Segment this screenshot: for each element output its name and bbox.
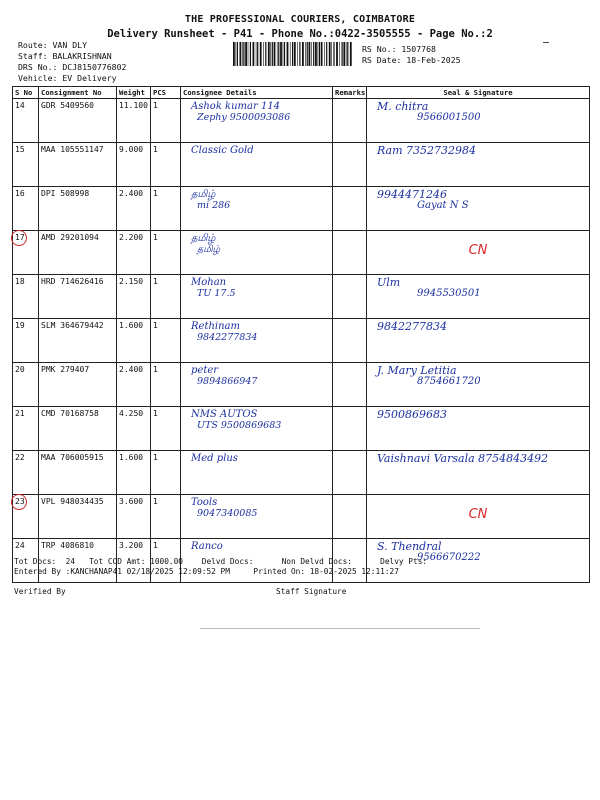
row-consignee-details <box>181 451 333 495</box>
row-sno <box>13 495 39 539</box>
barcode-bar <box>263 42 264 66</box>
table-row <box>13 407 590 451</box>
barcode-bar <box>309 42 311 66</box>
barcode-bar <box>257 42 258 66</box>
barcode-bar <box>253 42 255 66</box>
row-sno <box>13 187 39 231</box>
row-seal-signature <box>367 319 590 363</box>
row-sno <box>13 143 39 187</box>
barcode-bar <box>321 42 323 66</box>
red-circle-mark <box>11 494 27 510</box>
signature-handwriting: Vaishnavi Varsala 8754843492 <box>377 452 549 465</box>
signature-handwriting: 9566001500 <box>417 112 481 123</box>
row-consignee-details <box>181 495 333 539</box>
row-sno <box>13 407 39 451</box>
row-wt: 2.400 <box>117 363 151 407</box>
barcode-bar <box>240 42 242 66</box>
row-pcs: 1 <box>151 99 181 143</box>
sno-value: 16 <box>15 189 25 198</box>
table-row <box>13 275 590 319</box>
barcode-bar <box>277 42 278 66</box>
consignee-handwriting: Ashok kumar 114 <box>191 101 281 112</box>
row-cons: DPI 508998 <box>39 187 117 231</box>
barcode-bar <box>294 42 296 66</box>
row-pcs: 1 <box>151 275 181 319</box>
signature-handwriting: J. Mary Letitia <box>377 364 457 377</box>
barcode-bar <box>270 42 271 66</box>
sno-value: 19 <box>15 321 25 330</box>
consignee-handwriting: peter <box>191 365 219 376</box>
barcode-bar <box>315 42 317 66</box>
row-seal-signature <box>367 143 590 187</box>
col-seal: Seal & Signature <box>367 87 590 99</box>
table-header-row <box>13 87 590 99</box>
red-circle-mark <box>11 230 27 246</box>
row-seal-signature <box>367 407 590 451</box>
consignee-handwriting: தமிழ் <box>191 233 216 244</box>
row-pcs: 1 <box>151 363 181 407</box>
barcode-bar <box>237 42 238 66</box>
row-consignee-details <box>181 407 333 451</box>
sno-value: 18 <box>15 277 25 286</box>
sno-value: 24 <box>15 541 25 550</box>
route-field: Route: VAN DLY <box>18 40 88 50</box>
row-pcs: 1 <box>151 539 181 583</box>
col-pcs: PCS <box>151 87 181 99</box>
row-cons: CMD 70168758 <box>39 407 117 451</box>
barcode-bar <box>307 42 308 66</box>
totals-line: Tot Docs: 24 Tot COD Amt: 1000.00 Delvd Docs: Non Delvd Docs: Delvy Pts: <box>14 557 428 566</box>
sno-value: 17 <box>15 233 25 242</box>
signature-handwriting: 9945530501 <box>417 288 481 299</box>
table-row <box>13 319 590 363</box>
vehicle-field: Vehicle: EV Delivery <box>18 73 117 83</box>
signature-handwriting: 9500869683 <box>377 408 447 421</box>
row-wt: 2.200 <box>117 231 151 275</box>
row-consignee-details <box>181 231 333 275</box>
barcode-bar <box>248 42 249 66</box>
row-pcs: 1 <box>151 143 181 187</box>
consignee-handwriting: Zephy 9500093086 <box>197 112 291 123</box>
consignee-handwriting: Rethinam <box>191 321 240 332</box>
col-weight: Weight <box>117 87 151 99</box>
barcode-bar <box>305 42 306 66</box>
row-wt: 11.100 <box>117 99 151 143</box>
row-wt: 2.150 <box>117 275 151 319</box>
signature-handwriting: S. Thendral <box>377 540 442 553</box>
barcode-bar <box>243 42 244 66</box>
barcode-bar <box>280 42 282 66</box>
signature-handwriting: 8754661720 <box>417 376 481 387</box>
row-cons: HRD 714626416 <box>39 275 117 319</box>
barcode-bar <box>274 42 276 66</box>
barcode-bar <box>331 42 332 66</box>
row-consignee-details <box>181 99 333 143</box>
row-pcs: 1 <box>151 231 181 275</box>
barcode-bar <box>333 42 334 66</box>
sno-value: 15 <box>15 145 25 154</box>
barcode-bar <box>268 42 270 66</box>
barcode-bar <box>326 42 327 66</box>
row-seal-signature <box>367 99 590 143</box>
barcode-bar <box>302 42 304 66</box>
consignee-handwriting: தமிழ் <box>197 244 221 255</box>
row-cons: AMD 29201094 <box>39 231 117 275</box>
table-row <box>13 363 590 407</box>
barcode-bar <box>346 42 347 66</box>
barcode-bar <box>350 42 352 66</box>
row-cons: SLM 364679442 <box>39 319 117 363</box>
row-sno <box>13 319 39 363</box>
signature-handwriting: Ulm <box>377 276 401 289</box>
barcode-bar <box>256 42 257 66</box>
barcode-bar <box>260 42 262 66</box>
row-seal-signature <box>367 495 590 539</box>
staff-field: Staff: BALAKRISHNAN <box>18 51 112 61</box>
row-sno <box>13 275 39 319</box>
row-pcs: 1 <box>151 451 181 495</box>
col-consignment: Consignment No <box>39 87 117 99</box>
signature-handwriting: 9842277834 <box>377 320 447 333</box>
row-seal-signature <box>367 363 590 407</box>
row-wt: 2.400 <box>117 187 151 231</box>
row-wt: 1.600 <box>117 319 151 363</box>
row-consignee-details <box>181 319 333 363</box>
row-sno <box>13 363 39 407</box>
faint-rule <box>200 628 480 629</box>
runsheet-subtitle: Delivery Runsheet - P41 - Phone No.:0422-3505555 - Page No.:2 <box>107 28 493 40</box>
consignee-handwriting: Ranco <box>191 541 223 552</box>
barcode-bar <box>283 42 284 66</box>
verified-by-label: Verified By <box>14 587 66 596</box>
barcode-bar <box>236 42 237 66</box>
barcode-bar <box>319 42 320 66</box>
entered-by-line: Entered By :KANCHANAP41 02/18/2025 12:09:52 PM Printed On: 18-02-2025 12:11:27 <box>14 567 399 576</box>
signature-handwriting: 9944471246 <box>377 188 447 201</box>
barcode-bar <box>265 42 266 66</box>
barcode-bar <box>318 42 319 66</box>
barcode-bar <box>313 42 314 66</box>
row-sno <box>13 99 39 143</box>
table-row <box>13 495 590 539</box>
barcode-bar <box>278 42 279 66</box>
table-row <box>13 451 590 495</box>
row-sno <box>13 451 39 495</box>
consignee-handwriting: Mohan <box>191 277 227 288</box>
rs-date: RS Date: 18-Feb-2025 <box>362 55 461 65</box>
consignee-handwriting: 9842277834 <box>197 332 258 343</box>
signature-handwriting: 9566670222 <box>417 552 481 563</box>
consignee-handwriting: Classic Gold <box>191 145 254 156</box>
barcode-bar <box>245 42 247 66</box>
row-wt: 3.600 <box>117 495 151 539</box>
barcode-bar <box>233 42 235 66</box>
barcode-bar <box>299 42 300 66</box>
sno-value: 20 <box>15 365 25 374</box>
row-pcs: 1 <box>151 495 181 539</box>
barcode-bar <box>342 42 343 66</box>
consignee-handwriting: TU 17.5 <box>197 288 236 299</box>
row-seal-signature <box>367 187 590 231</box>
row-pcs: 1 <box>151 407 181 451</box>
row-cons: VPL 948034435 <box>39 495 117 539</box>
row-pcs: 1 <box>151 187 181 231</box>
barcode-bar <box>250 42 251 66</box>
row-seal-signature <box>367 275 590 319</box>
cn-red-mark: CN <box>468 507 488 522</box>
row-consignee-details <box>181 187 333 231</box>
row-cons: GDR 5409560 <box>39 99 117 143</box>
row-cons: MAA 706005915 <box>39 451 117 495</box>
row-wt: 9.000 <box>117 143 151 187</box>
row-wt: 4.250 <box>117 407 151 451</box>
barcode-bar <box>272 42 273 66</box>
barcode-bar <box>339 42 340 66</box>
table-row <box>13 143 590 187</box>
sno-value: 14 <box>15 101 25 110</box>
consignee-handwriting: UTS 9500869683 <box>197 420 282 431</box>
sno-value: 23 <box>15 497 25 506</box>
signature-handwriting: Ram 7352732984 <box>377 144 477 157</box>
row-consignee-details <box>181 363 333 407</box>
col-sno: S No <box>13 87 39 99</box>
sno-value: 22 <box>15 453 25 462</box>
row-cons: TRP 4086810 <box>39 539 117 583</box>
barcode-bar <box>343 42 345 66</box>
barcode-bar <box>347 42 348 66</box>
barcode-bar <box>290 42 291 66</box>
barcode-bar <box>336 42 338 66</box>
drs-field: DRS No.: DCJ8150776802 <box>18 62 127 72</box>
row-seal-signature <box>367 451 590 495</box>
barcode-image <box>232 41 352 67</box>
barcode-bar <box>329 42 331 66</box>
consignee-handwriting: 9047340085 <box>197 508 258 519</box>
consignee-handwriting: NMS AUTOS <box>191 409 258 420</box>
consignee-handwriting: mi 286 <box>197 200 231 211</box>
row-consignee-details <box>181 275 333 319</box>
row-cons: MAA 105551147 <box>39 143 117 187</box>
col-consignee: Consignee Details <box>181 87 333 99</box>
sno-value: 21 <box>15 409 25 418</box>
staff-signature-label: Staff Signature <box>276 587 347 596</box>
signature-handwriting: Gayat N S <box>417 200 469 211</box>
barcode-bar <box>287 42 289 66</box>
row-cons: PMK 279407 <box>39 363 117 407</box>
row-wt: 1.600 <box>117 451 151 495</box>
barcode-bar <box>297 42 298 66</box>
barcode-bar <box>292 42 293 66</box>
signature-handwriting: M. chitra <box>377 100 429 113</box>
runsheet-table <box>12 86 590 583</box>
row-seal-signature <box>367 231 590 275</box>
row-sno <box>13 231 39 275</box>
rs-number: RS No.: 1507768 <box>362 44 436 54</box>
barcode-bar <box>324 42 325 66</box>
col-remarks: Remarks <box>333 87 367 99</box>
row-pcs: 1 <box>151 319 181 363</box>
consignee-handwriting: Med plus <box>191 453 238 464</box>
dash-mark <box>543 42 549 43</box>
table-row <box>13 231 590 275</box>
consignee-handwriting: தமிழ் <box>191 189 216 200</box>
consignee-handwriting: Tools <box>191 497 218 508</box>
barcode-bar <box>311 42 312 66</box>
table-row <box>13 187 590 231</box>
barcode-bar <box>284 42 285 66</box>
barcode-bar <box>242 42 243 66</box>
row-consignee-details <box>181 143 333 187</box>
row-wt: 3.200 <box>117 539 151 583</box>
company-title: THE PROFESSIONAL COURIERS, COIMBATORE <box>184 14 416 25</box>
table-row <box>13 99 590 143</box>
cn-red-mark: CN <box>468 243 488 258</box>
consignee-handwriting: 9894866947 <box>197 376 258 387</box>
